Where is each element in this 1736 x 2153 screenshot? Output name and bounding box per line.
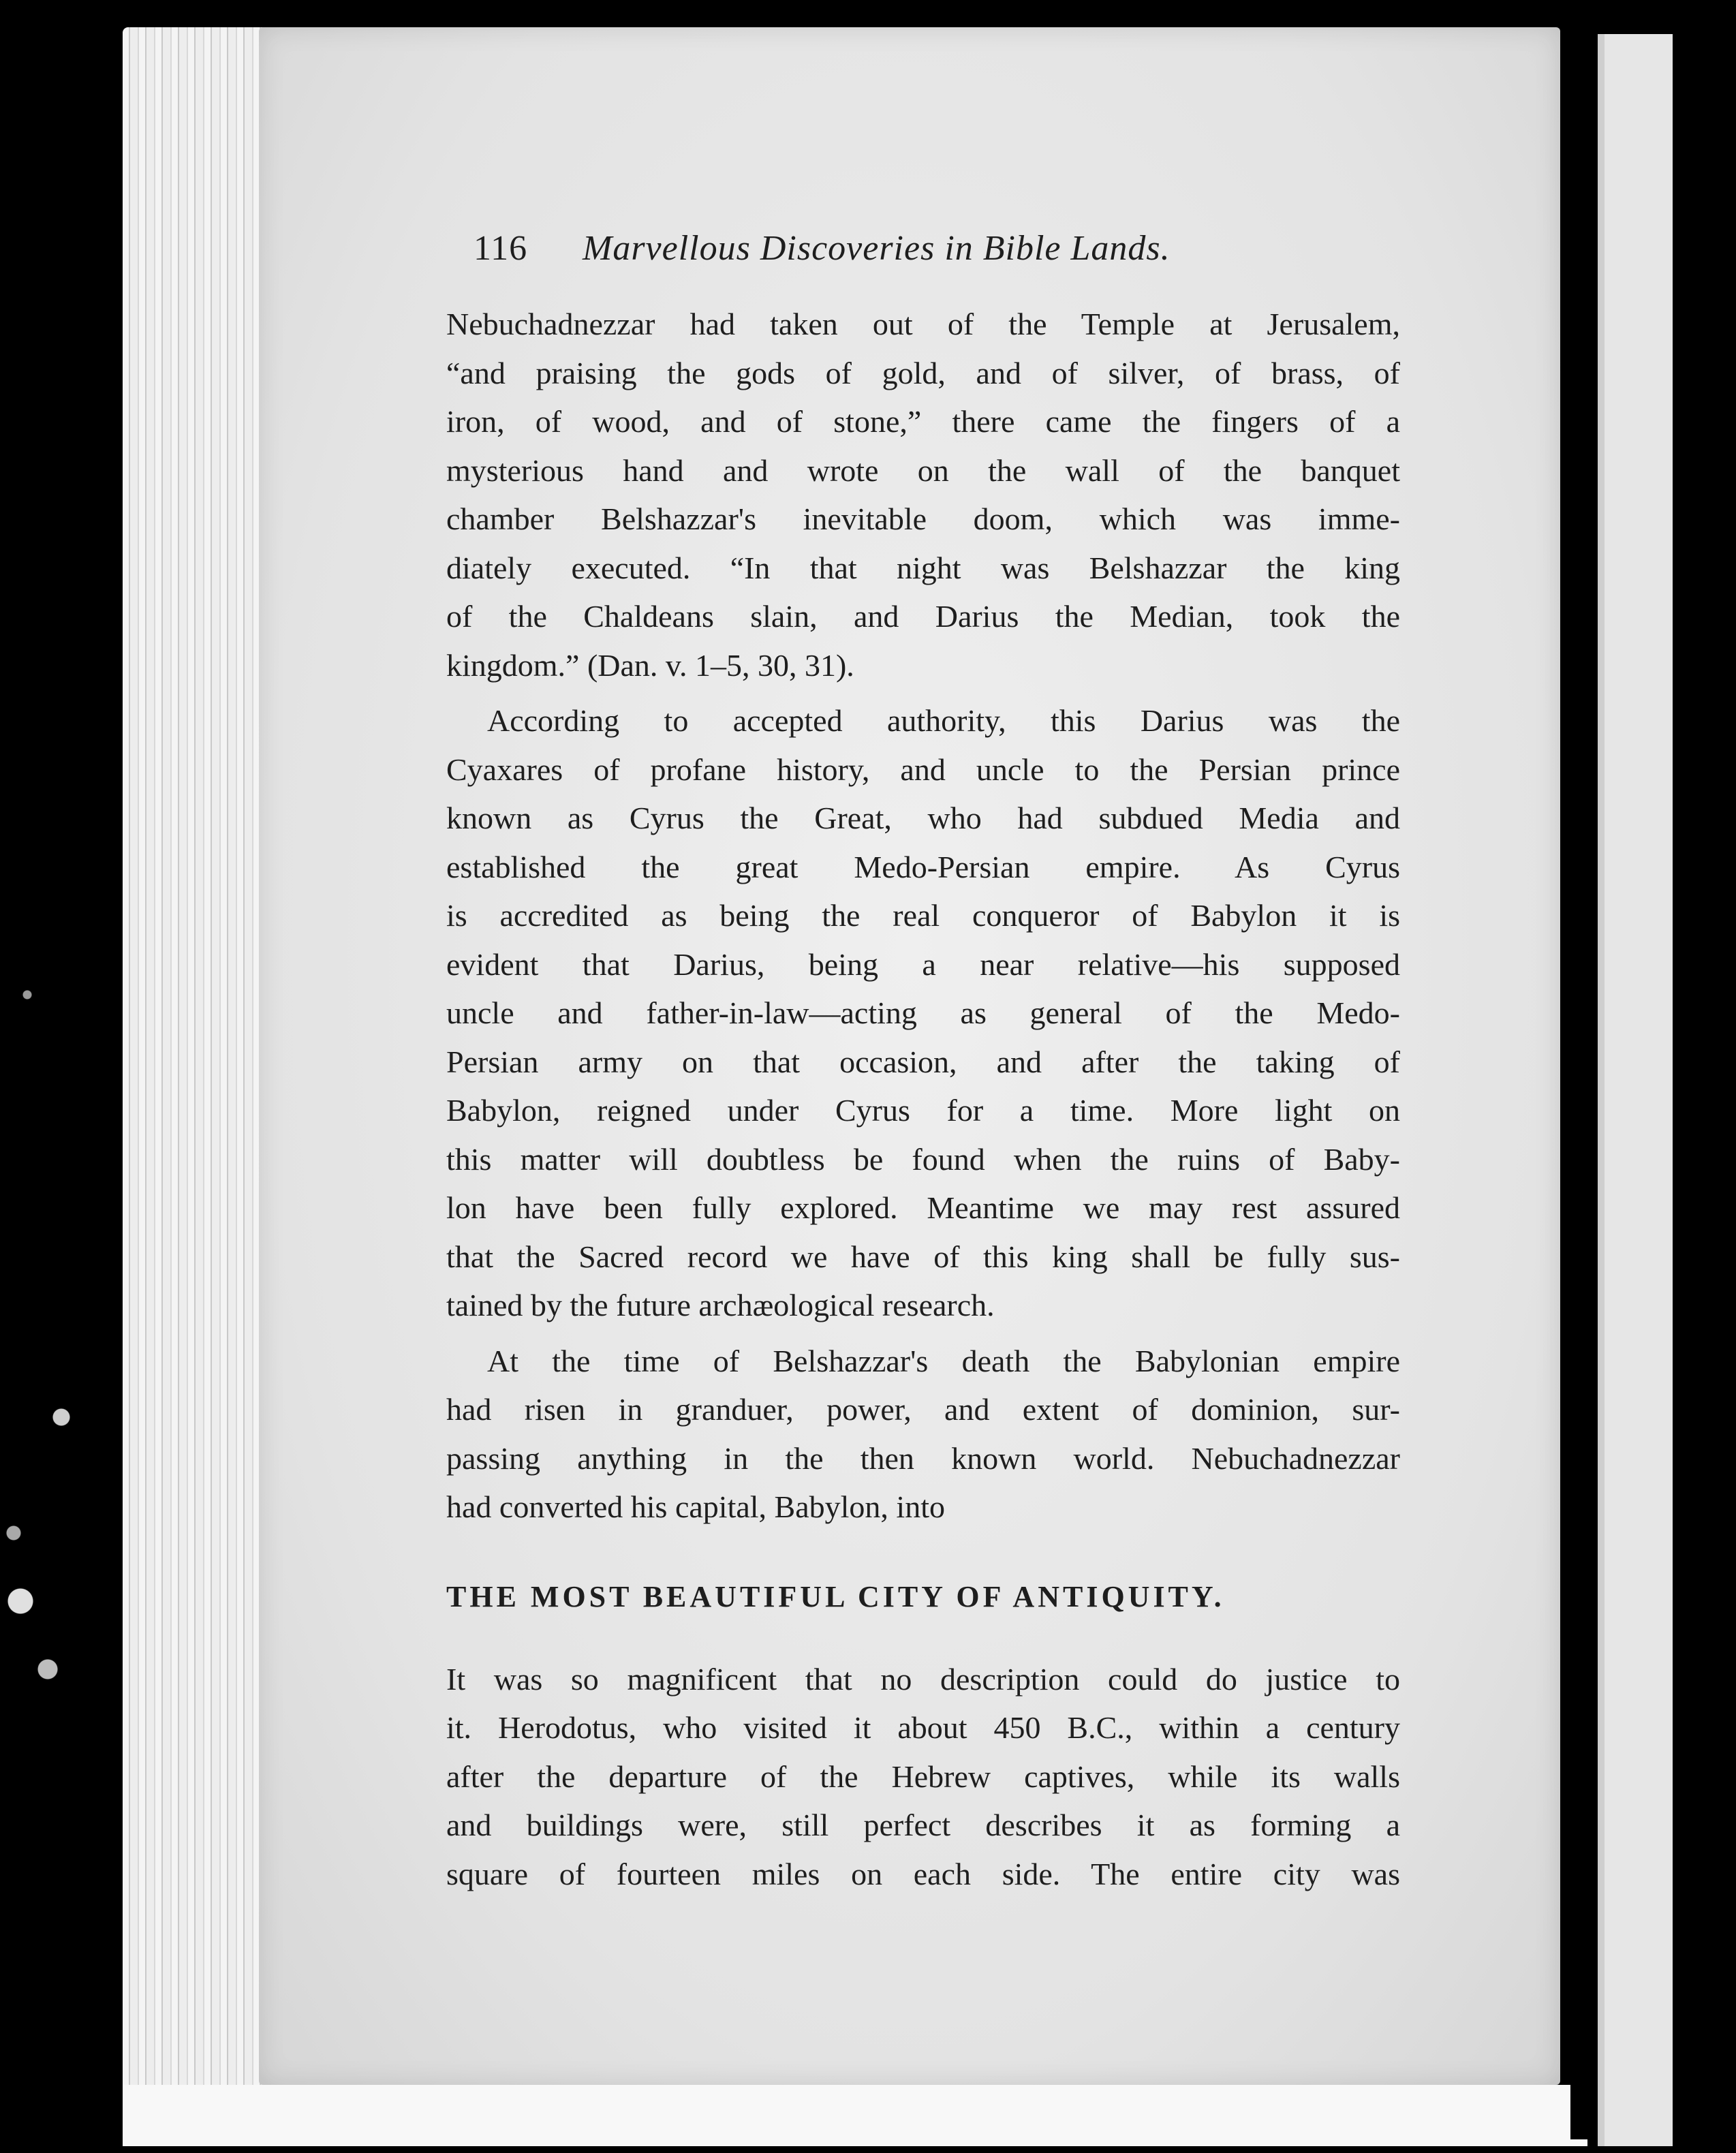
text-line: Babylon, reigned under Cyrus for a time. More light on (446, 1093, 1400, 1128)
text-line: According to accepted authority, this Darius was the (487, 703, 1400, 738)
text-line: “and praising the gods of gold, and of silver, of brass, of (446, 355, 1400, 390)
text-line: it. Herodotus, who visited it about 450 B.C., within a century (446, 1710, 1400, 1745)
text-line: diately executed. “In that night was Belshazzar the king (446, 550, 1400, 585)
text-line: had converted his capital, Babylon, into (446, 1489, 945, 1524)
text-line: uncle and father-in-law—acting as general of the Medo- (446, 995, 1400, 1030)
text-line: evident that Darius, being a near relative—his supposed (446, 946, 1400, 982)
running-head (474, 218, 1400, 279)
text-line: of the Chaldeans slain, and Darius the Median, took the (446, 599, 1400, 634)
text-line: Cyaxares of profane history, and uncle to the Persian prince (446, 752, 1400, 787)
text-line: mysterious hand and wrote on the wall of the banquet (446, 452, 1400, 488)
bottom-margin-band (123, 2085, 1587, 2146)
text-line: At the time of Belshazzar's death the Babylonian empire (487, 1343, 1400, 1378)
text-line: this matter will doubtless be found when the ruins of Baby- (446, 1141, 1400, 1177)
text-line: iron, of wood, and of stone,” there came the fingers of a (446, 404, 1400, 439)
text-line: Persian army on that occasion, and after the taking of (446, 1044, 1400, 1079)
text-line: It was so magnificent that no description could do justice to (446, 1661, 1400, 1697)
text-line: square of fourteen miles on each side. The entire city was (446, 1856, 1400, 1891)
text-line: kingdom.” (Dan. v. 1–5, 30, 31). (446, 647, 854, 683)
text-line: lon have been fully explored. Meantime we may rest assured (446, 1190, 1400, 1225)
page-number: 116 (474, 229, 528, 268)
text-line: chamber Belshazzar's inevitable doom, which was imme- (446, 501, 1400, 536)
paragraph-3 (446, 1337, 1400, 1532)
facing-page-edge (1570, 20, 1736, 2139)
text-line: established the great Medo-Persian empire. As Cyrus (446, 849, 1400, 884)
facing-page-sheet (1598, 34, 1673, 2146)
text-line: Nebuchadnezzar had taken out of the Temple at Jerusalem, (446, 307, 1400, 341)
running-title: Marvellous Discoveries in Bible Lands. (583, 229, 1171, 268)
text-line: is accredited as being the real conqueror of Babylon it is (446, 898, 1400, 933)
text-line: after the departure of the Hebrew captives, while its walls (446, 1759, 1400, 1794)
page-text (446, 218, 1400, 1898)
text-line: and buildings were, still perfect describes it as forming a (446, 1808, 1400, 1842)
text-line: had risen in granduer, power, and extent of dominion, sur- (446, 1392, 1400, 1427)
paragraph-2 (446, 696, 1400, 1330)
paragraph-4 (446, 1655, 1400, 1899)
text-line: passing anything in the then known world. Nebuchadnezzar (446, 1440, 1400, 1476)
text-line: that the Sacred record we have of this king shall be fully sus- (446, 1239, 1400, 1274)
binding-edge (0, 0, 123, 2153)
section-heading: THE MOST BEAUTIFUL CITY OF ANTIQUITY. (446, 1579, 1225, 1613)
paragraph-1 (446, 300, 1400, 690)
text-line: known as Cyrus the Great, who had subdued Media and (446, 801, 1400, 835)
text-line: tained by the future archæological research. (446, 1288, 995, 1322)
